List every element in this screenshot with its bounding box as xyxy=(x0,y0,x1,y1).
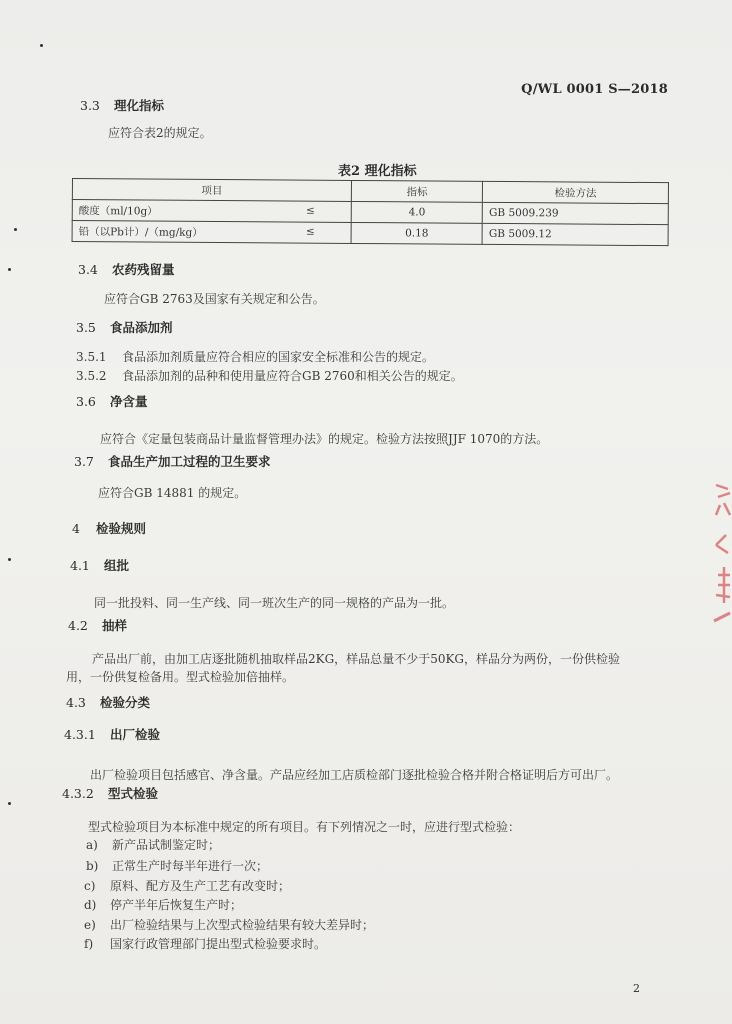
list-item: d) 停产半年后恢复生产时； xyxy=(84,898,243,912)
row-item: 铅（以Pb计）/（mg/kg） xyxy=(78,225,203,239)
section-3-5-heading: 3.5 食品添加剂 xyxy=(76,320,173,335)
section-4-2-heading: 4.2 抽样 xyxy=(68,618,128,633)
header-method: 检验方法 xyxy=(483,181,669,203)
list-item: e) 出厂检验结果与上次型式检验结果有较大差异时； xyxy=(84,918,375,932)
header-value: 指标 xyxy=(351,180,482,202)
section-3-7-heading: 3.7 食品生产加工过程的卫生要求 xyxy=(74,454,271,469)
section-4-3-1-heading: 4.3.1 出厂检验 xyxy=(64,727,161,742)
scan-speck xyxy=(8,558,11,561)
row-method: GB 5009.239 xyxy=(482,202,668,224)
section-4-3-2-heading: 4.3.2 型式检验 xyxy=(62,786,159,801)
section-4-1-heading: 4.1 组批 xyxy=(70,558,130,573)
section-3-3-text: 应符合表2的规定。 xyxy=(108,126,212,140)
section-3-4-heading: 3.4 农药残留量 xyxy=(78,262,175,277)
row-value: 0.18 xyxy=(351,222,482,244)
standard-code: Q/WL 0001 S—2018 xyxy=(521,82,668,97)
table-row xyxy=(72,221,668,246)
row-item: 酸度（ml/10g） xyxy=(78,204,158,218)
list-item: a) 新产品试制鉴定时； xyxy=(86,838,221,852)
section-4-2-line2: 用，一份供复检备用。型式检验加倍抽样。 xyxy=(66,670,295,684)
row-value: 4.0 xyxy=(351,201,482,223)
section-4-3-2-intro: 型式检验项目为本标准中规定的所有项目。有下列情况之一时，应进行型式检验： xyxy=(88,820,521,834)
table-caption: 表2 理化指标 xyxy=(338,164,417,179)
section-4-3-1-text: 出厂检验项目包括感官、净含量。产品应经加工店质检部门逐批检验合格并附合格证明后方可出厂。 xyxy=(90,768,619,782)
section-4-2-line1: 产品出厂前，由加工店逐批随机抽取样品2KG，样品总量不少于50KG，样品分为两份，一份供检验 xyxy=(92,652,621,666)
list-item: b) 正常生产时每半年进行一次； xyxy=(86,859,269,873)
section-4-3-heading: 4.3 检验分类 xyxy=(66,695,151,710)
section-3-6-heading: 3.6 净含量 xyxy=(76,394,148,409)
row-operator: ≤ xyxy=(305,225,315,238)
scan-speck xyxy=(8,268,11,271)
section-3-4-text: 应符合GB 2763及国家有关规定和公告。 xyxy=(104,292,325,306)
section-3-5-1: 3.5.1 食品添加剂质量应符合相应的国家安全标准和公告的规定。 xyxy=(76,350,435,364)
section-3-6-text: 应符合《定量包装商品计量监督管理办法》的规定。检验方法按照JJF 1070的方法。 xyxy=(100,432,549,446)
page-number: 2 xyxy=(633,982,640,995)
section-4-heading: 4 检验规则 xyxy=(72,521,147,536)
row-operator: ≤ xyxy=(306,204,315,217)
section-4-1-text: 同一批投料、同一生产线、同一班次生产的同一规格的产品为一批。 xyxy=(94,596,455,610)
row-method: GB 5009.12 xyxy=(482,223,668,245)
section-3-7-text: 应符合GB 14881 的规定。 xyxy=(98,486,247,500)
seal-fragment-icon xyxy=(710,475,732,635)
scan-speck xyxy=(8,802,11,805)
list-item: f) 国家行政管理部门提出型式检验要求时。 xyxy=(84,937,327,951)
red-seal-stamp xyxy=(710,475,732,635)
section-3-5-2: 3.5.2 食品添加剂的品种和使用量应符合GB 2760和相关公告的规定。 xyxy=(76,369,463,383)
header-item: 项目 xyxy=(72,179,351,202)
scan-speck xyxy=(14,228,17,231)
specification-table xyxy=(72,178,669,246)
scan-speck xyxy=(40,44,43,47)
list-item: c) 原料、配方及生产工艺有改变时； xyxy=(84,879,291,893)
section-3-3-heading: 3.3 理化指标 xyxy=(80,98,165,113)
